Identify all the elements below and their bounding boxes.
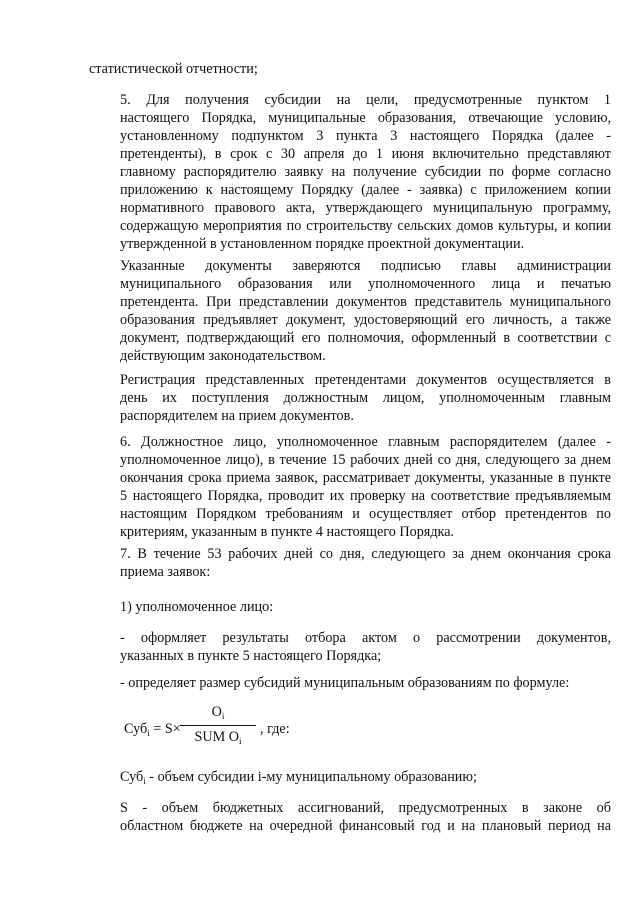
text-line: распорядителем на прием документов. <box>120 408 354 424</box>
paragraph-dash-2 <box>89 674 611 692</box>
formula-numerator <box>178 703 258 721</box>
text-line: претендента. При представлении документов представитель муниципального <box>120 294 611 310</box>
formula-num-sub: i <box>221 711 225 721</box>
paragraph-item-7 <box>89 545 611 581</box>
text-line: 7. В течение 53 рабочих дней со дня, следующего за днем окончания срока <box>120 546 611 562</box>
paragraph-item-5 <box>89 91 611 253</box>
paragraph-continuation <box>89 60 611 78</box>
paragraph-item-7-1 <box>89 598 611 616</box>
fraction-bar <box>180 725 256 726</box>
text-line: нормативного правового акта, утверждающего муниципальную программу, <box>120 200 611 216</box>
def-term: Суб <box>120 769 144 785</box>
formula-lhs-sub: i <box>147 728 150 738</box>
formula-lhs <box>124 720 181 738</box>
text-line: 5. Для получения субсидии на цели, предусмотренные пунктом 1 <box>120 92 611 108</box>
text-line: уполномоченное лицо), в течение 15 рабочих дней со дня, следующего за днем <box>120 452 611 468</box>
text-line: содержащую мероприятия по строительству сельских домов культуры, и копии <box>120 218 611 234</box>
text-line: настоящего Порядка, муниципальные образования, отвечающие условию, <box>120 110 611 126</box>
formula-tail: , где: <box>260 721 290 737</box>
text-line: муниципального образования или уполномоченного лица и печатью <box>120 276 611 292</box>
text-line: S - объем бюджетных ассигнований, предусмотренных в законе об <box>120 800 611 816</box>
formula-num-text: O <box>211 704 222 720</box>
text-line: статистической отчетности; <box>89 61 258 77</box>
paragraph-item-6 <box>89 433 611 541</box>
paragraph-dash-1 <box>89 629 611 665</box>
text-line: Регистрация представленных претендентами документов осуществляется в <box>120 372 611 388</box>
text-line: документ, подтверждающий его полномочия, оформленный в соответствии с <box>120 330 611 346</box>
formula-den-text: SUM O <box>194 729 240 745</box>
text-line: 5 настоящего Порядка, проводит их проверку на соответствие предъявляемым <box>120 488 611 504</box>
formula-equals: = S× <box>149 721 181 737</box>
definition-s <box>89 799 611 835</box>
subsidy-formula <box>124 703 424 753</box>
text-line: установленному подпунктом 3 пункта 3 настоящего Порядка (далее - <box>120 128 611 144</box>
text-line: 1) уполномоченное лицо: <box>120 599 274 615</box>
text-line: областном бюджете на очередной финансовый год и на плановый период на <box>120 818 611 834</box>
formula-fraction <box>178 703 258 749</box>
text-line: образования предъявляет документ, удостоверяющий его личность, а также <box>120 312 611 328</box>
formula-denominator <box>178 728 258 746</box>
text-line: приложению к настоящему Порядку (далее - заявка) с приложением копии <box>120 182 611 198</box>
text-line: Указанные документы заверяются подписью главы администрации <box>120 258 611 274</box>
text-line: день их поступления должностным лицом, уполномоченным главным <box>120 390 611 406</box>
text-line: критериям, указанным в пункте 4 настоящего Порядка. <box>120 524 455 540</box>
formula-lhs-text: Суб <box>124 721 148 737</box>
text-line <box>89 768 611 786</box>
paragraph-registration <box>89 371 611 425</box>
text-line: 6. Должностное лицо, уполномоченное главным распорядителем (далее - <box>120 434 611 450</box>
def-term-sub: i <box>143 776 146 786</box>
paragraph-documents <box>89 257 611 365</box>
text-line: главному распорядителю заявку на получение субсидии по форме согласно <box>120 164 611 180</box>
definition-sub-i <box>89 768 611 786</box>
text-line: действующим законодательством. <box>120 348 326 364</box>
text-line: - оформляет результаты отбора актом о рассмотрении документов, <box>120 630 611 646</box>
text-line: приема заявок: <box>120 564 211 580</box>
text-line: настоящим Порядком требованиям и осуществляет отбор претендентов по <box>120 506 611 522</box>
text-line: претенденты), в срок с 30 апреля до 1 июня включительно представляют <box>120 146 611 162</box>
text-line: окончания срока приема заявок, рассматривает документы, указанные в пункте <box>120 470 611 486</box>
text-line: утвержденной в установленном порядке проектной документации. <box>120 236 525 252</box>
text-line: указанных в пункте 5 настоящего Порядка; <box>120 648 382 664</box>
text-line: - определяет размер субсидий муниципальным образованиям по формуле: <box>120 675 570 691</box>
def-text: - объем субсидии i-му муниципальному образованию; <box>145 769 477 785</box>
formula-den-sub: i <box>239 736 242 746</box>
